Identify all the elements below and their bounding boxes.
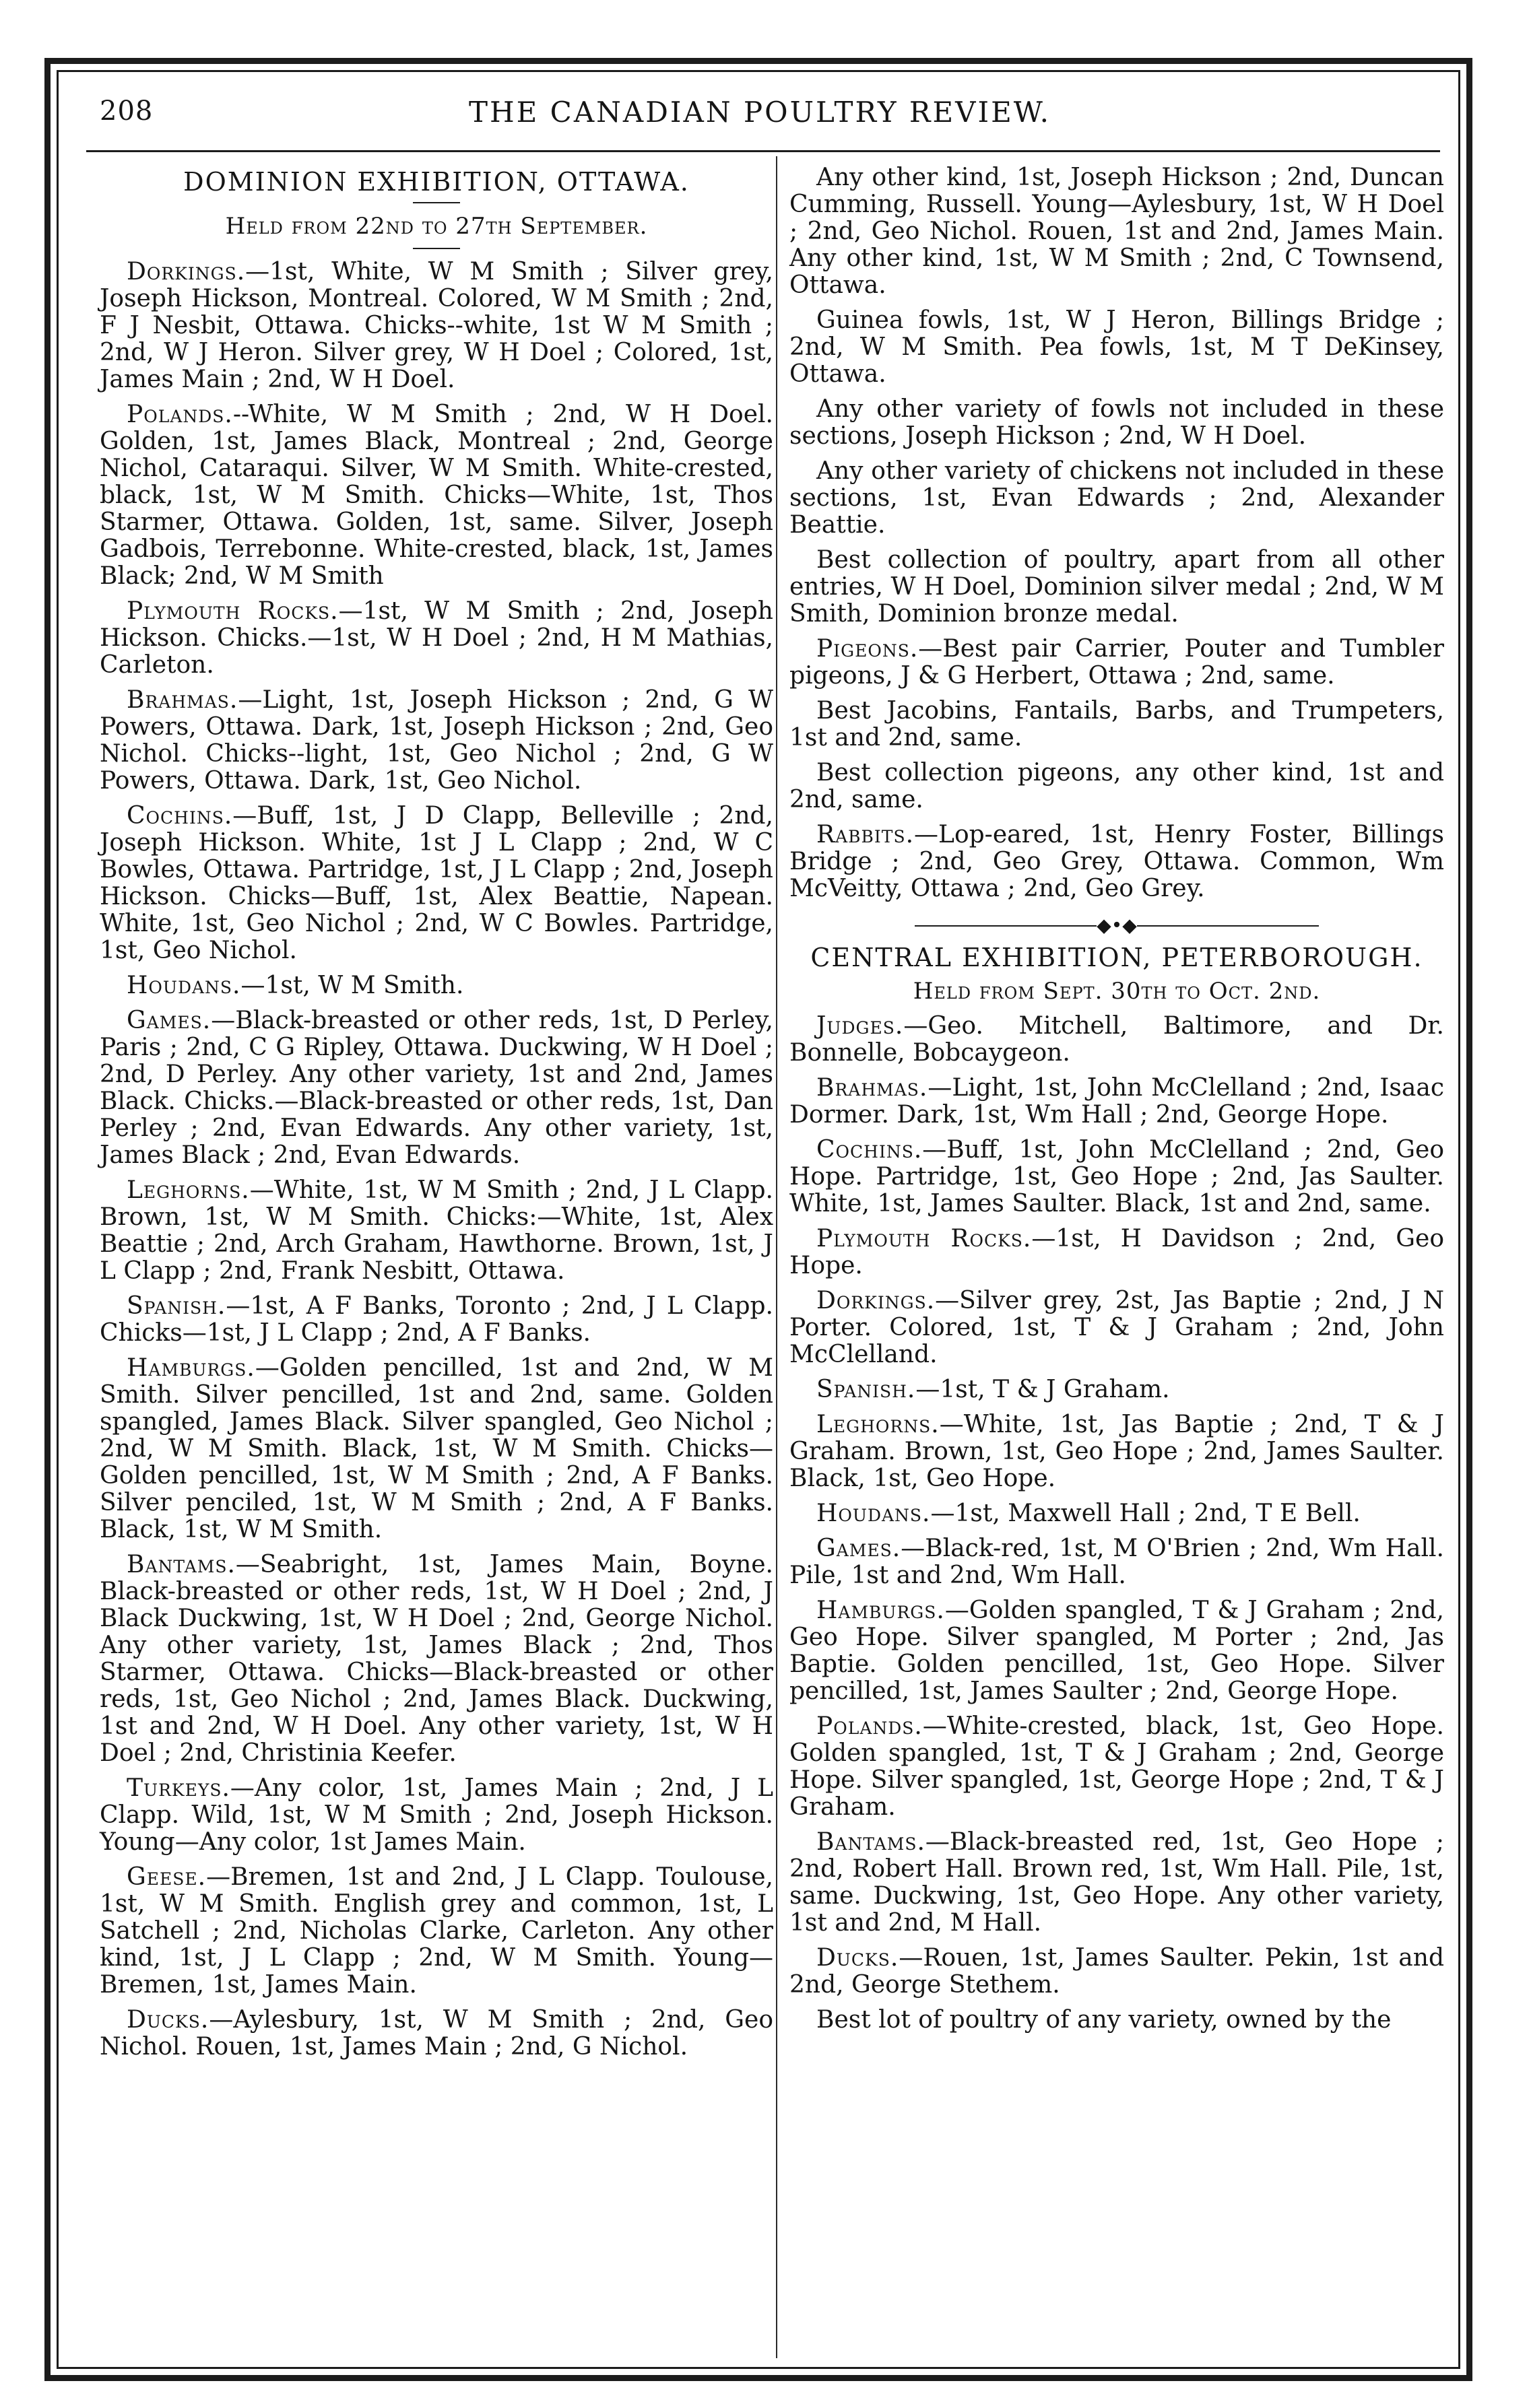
entry-text: —Best pair Carrier, Pouter and Tumbler pigeons, J & G Herbert, Ottawa ; 2nd, same.	[789, 635, 1444, 690]
section-heading-dominion: DOMINION EXHIBITION, OTTAWA.	[183, 167, 690, 197]
entry-paragraph	[789, 1597, 1444, 1705]
entry-text: --White, W M Smith ; 2nd, W H Doel. Golden, 1st, James Black, Montreal ; 2nd, George Nichol, Cataraqui. Silver, W M Smith. White-crested, black, 1st, W M Smith. Chicks—White, 1st, Thos Starmer, Ottawa. Golden, 1st, same. Silver, Joseph Gadbois, Terrebonne. White-crested, black, 1st, James Black; 2nd, W M Smith	[100, 401, 773, 590]
entry-text: —1st, H Davidson ; 2nd, Geo Hope.	[789, 1224, 1444, 1279]
entry-lead: Dorkings.	[127, 258, 246, 286]
entry-text: —1st, W M Smith ; 2nd, Joseph Hickson. Chicks.—1st, W H Doel ; 2nd, H M Mathias, Carleton.	[100, 597, 773, 679]
entry-paragraph	[789, 1075, 1444, 1129]
right-continuation-paragraphs	[789, 164, 1444, 902]
entry-paragraph	[789, 1535, 1444, 1589]
left-column	[100, 164, 773, 2069]
entry-lead: Pigeons.	[816, 635, 919, 663]
section-subheading-dominion: Held from 22nd to 27th September.	[225, 213, 648, 240]
entry-text: —Silver grey, 2st, Jas Baptie ; 2nd, J N Porter. Colored, 1st, T & J Graham ; 2nd, John McClelland.	[789, 1286, 1444, 1368]
entry-paragraph	[789, 547, 1444, 628]
left-paragraphs	[100, 259, 773, 2061]
entry-text: Best Jacobins, Fantails, Barbs, and Trumpeters, 1st and 2nd, same.	[789, 697, 1444, 751]
entry-paragraph	[100, 259, 773, 393]
entry-paragraph	[100, 1864, 773, 1999]
right-paragraphs	[789, 1013, 1444, 2034]
entry-text: —1st, A F Banks, Toronto ; 2nd, J L Clapp. Chicks—1st, J L Clapp ; 2nd, A F Banks.	[100, 1292, 773, 1347]
entry-paragraph	[789, 1500, 1444, 1527]
right-column	[789, 164, 1444, 2042]
running-title: THE CANADIAN POULTRY REVIEW.	[469, 96, 1051, 129]
entry-lead: Ducks.	[127, 2006, 209, 2034]
entry-paragraph	[100, 2007, 773, 2061]
entry-text: —White-crested, black, 1st, Geo Hope. Golden spangled, 1st, T & J Graham ; 2nd, George Hope. Silver spangled, 1st, George Hope ; 2nd, T & J Graham.	[789, 1712, 1444, 1821]
entry-lead: Cochins.	[127, 802, 233, 830]
entry-paragraph	[100, 1293, 773, 1347]
entry-lead: Dorkings.	[816, 1286, 936, 1314]
entry-text: —Aylesbury, 1st, W M Smith ; 2nd, Geo Nichol. Rouen, 1st, James Main ; 2nd, G Nichol.	[100, 2006, 773, 2061]
entry-lead: Ducks.	[816, 1943, 899, 1972]
entry-text: —Golden pencilled, 1st and 2nd, W M Smith. Silver pencilled, 1st and 2nd, same. Golden spangled, James Black. Silver spangled, Geo Nichol ; 2nd, W M Smith. Black, 1st, W M Smith. Chicks—Golden pencilled, 1st, W M Smith ; 2nd, A F Banks. Silver penciled, 1st, W M Smith ; 2nd, A F Banks. Black, 1st, W M Smith.	[100, 1354, 773, 1543]
entry-text: —Geo. Mitchell, Baltimore, and Dr. Bonnelle, Bobcaygeon.	[789, 1011, 1444, 1067]
entry-lead: Turkeys.	[127, 1774, 230, 1802]
entry-lead: Bantams.	[816, 1828, 925, 1856]
entry-text: —White, 1st, W M Smith ; 2nd, J L Clapp. Brown, 1st, W M Smith. Chicks:—White, 1st, Alex Beattie ; 2nd, Arch Graham, Hawthorne. Brown, 1st, J L Clapp ; 2nd, Frank Nesbitt, Ottawa.	[100, 1176, 773, 1285]
section-subheading-central: Held from Sept. 30th to Oct. 2nd.	[913, 977, 1321, 1005]
entry-text: —1st, T & J Graham.	[915, 1375, 1170, 1403]
entry-lead: Polands.	[127, 401, 233, 428]
entry-lead: Houdans.	[127, 972, 241, 999]
entry-lead: Leghorns.	[816, 1410, 940, 1438]
entry-text: Best lot of poultry of any variety, owned by the	[816, 2005, 1392, 2034]
entry-text: Best collection of poultry, apart from all other entries, W H Doel, Dominion silver medal ; 2nd, W M Smith, Dominion bronze medal.	[789, 546, 1444, 628]
entry-lead: Spanish.	[127, 1292, 226, 1320]
short-rule	[413, 248, 460, 249]
entry-text: Guinea fowls, 1st, W J Heron, Billings Bridge ; 2nd, W M Smith. Pea fowls, 1st, M T DeKinsey, Ottawa.	[789, 306, 1444, 388]
entry-paragraph	[100, 972, 773, 999]
section-heading-central: CENTRAL EXHIBITION, PETERBOROUGH.	[810, 942, 1423, 972]
entry-paragraph	[789, 1137, 1444, 1217]
entry-text: —Black-red, 1st, M O'Brien ; 2nd, Wm Hall. Pile, 1st and 2nd, Wm Hall.	[789, 1534, 1444, 1589]
entry-paragraph	[789, 1226, 1444, 1279]
entry-text: —Black-breasted or other reds, 1st, D Perley, Paris ; 2nd, C G Ripley, Ottawa. Duckwing, W H Doel ; 2nd, D Perley. Any other variety, 1st and 2nd, James Black. Chicks.—Black-breasted or other reds, 1st, Dan Perley ; 2nd, Evan Edwards. Any other variety, 1st, James Black ; 2nd, Evan Edwards.	[100, 1007, 773, 1169]
entry-lead: Brahmas.	[816, 1073, 928, 1102]
entry-paragraph	[789, 636, 1444, 690]
entry-text: —Buff, 1st, John McClelland ; 2nd, Geo Hope. Partridge, 1st, Geo Hope ; 2nd, Jas Saulter. White, 1st, James Saulter. Black, 1st and 2nd, same.	[789, 1135, 1444, 1217]
entry-lead: Games.	[816, 1534, 901, 1562]
entry-paragraph	[789, 1829, 1444, 1937]
entry-text: Best collection pigeons, any other kind, 1st and 2nd, same.	[789, 759, 1444, 813]
ornament-icon: ◆•◆	[1097, 914, 1137, 937]
entry-text: —Seabright, 1st, James Main, Boyne. Black-breasted or other reds, 1st, W H Doel ; 2nd, J Black Duckwing, 1st, W H Doel ; 2nd, George Nichol. Any other variety, 1st, James Black ; 2nd, Thos Starmer, Ottawa. Chicks—Black-breasted or other reds, 1st, Geo Nichol ; 2nd, James Black. Duckwing, 1st and 2nd, W H Doel. Any other variety, 1st, W H Doel ; 2nd, Christinia Keefer.	[100, 1551, 773, 1767]
entry-lead: Leghorns.	[127, 1176, 250, 1204]
entry-lead: Judges.	[816, 1011, 904, 1040]
entry-paragraph	[100, 401, 773, 590]
entry-lead: Games.	[127, 1007, 212, 1034]
entry-text: —Lop-eared, 1st, Henry Foster, Billings Bridge ; 2nd, Geo Grey, Ottawa. Common, Wm McVeitty, Ottawa ; 2nd, Geo Grey.	[789, 821, 1444, 902]
entry-lead: Plymouth Rocks.	[816, 1224, 1032, 1252]
page-header	[86, 96, 1433, 149]
short-rule	[413, 202, 460, 203]
entry-lead: Cochins.	[816, 1135, 923, 1164]
ornament-rule-right	[1137, 925, 1319, 927]
entry-paragraph	[789, 822, 1444, 902]
entry-paragraph	[100, 1007, 773, 1169]
entry-text: —White, 1st, Jas Baptie ; 2nd, T & J Graham. Brown, 1st, Geo Hope ; 2nd, James Saulter. Black, 1st, Geo Hope.	[789, 1410, 1444, 1492]
entry-lead: Bantams.	[127, 1551, 236, 1578]
entry-paragraph	[789, 164, 1444, 299]
entry-text: Any other variety of chickens not included in these sections, 1st, Evan Edwards ; 2nd, Alexander Beattie.	[789, 457, 1444, 539]
column-divider	[776, 156, 777, 2358]
entry-text: —1st, Maxwell Hall ; 2nd, T E Bell.	[930, 1499, 1361, 1527]
entry-paragraph	[789, 1287, 1444, 1368]
entry-paragraph	[100, 1355, 773, 1543]
entry-text: —Any color, 1st, James Main ; 2nd, J L Clapp. Wild, 1st, W M Smith ; 2nd, Joseph Hickson. Young—Any color, 1st James Main.	[100, 1774, 773, 1856]
entry-paragraph	[789, 396, 1444, 450]
entry-lead: Spanish.	[816, 1375, 916, 1403]
entry-paragraph	[789, 698, 1444, 751]
entry-lead: Rabbits.	[816, 821, 915, 848]
entry-text: Any other variety of fowls not included in these sections, Joseph Hickson ; 2nd, W H Doel.	[789, 395, 1444, 450]
entry-paragraph	[100, 803, 773, 964]
section-divider-ornament	[789, 914, 1444, 936]
entry-text: Any other kind, 1st, Joseph Hickson ; 2nd, Duncan Cumming, Russell. Young—Aylesbury, 1st, W H Doel ; 2nd, Geo Nichol. Rouen, 1st and 2nd, James Main. Any other kind, 1st, W M Smith ; 2nd, C Townsend, Ottawa.	[789, 164, 1444, 299]
entry-paragraph	[789, 1013, 1444, 1067]
entry-text: —Rouen, 1st, James Saulter. Pekin, 1st and 2nd, George Stethem.	[789, 1943, 1444, 1999]
entry-lead: Polands.	[816, 1712, 923, 1740]
entry-paragraph	[789, 2007, 1444, 2034]
ornament-rule-left	[915, 925, 1097, 927]
entry-paragraph	[789, 1713, 1444, 1821]
entry-lead: Houdans.	[816, 1499, 931, 1527]
page-number: 208	[100, 96, 154, 127]
entry-paragraph	[100, 1775, 773, 1856]
entry-text: —Buff, 1st, J D Clapp, Belleville ; 2nd, Joseph Hickson. White, 1st J L Clapp ; 2nd, W C Bowles, Ottawa. Partridge, 1st, J L Clapp ; 2nd, Joseph Hickson. Chicks—Buff, 1st, Alex Beattie, Napean. White, 1st, Geo Nichol ; 2nd, W C Bowles. Partridge, 1st, Geo Nichol.	[100, 802, 773, 964]
entry-paragraph	[100, 1177, 773, 1285]
entry-paragraph	[789, 307, 1444, 388]
entry-paragraph	[100, 687, 773, 795]
entry-text: —Golden spangled, T & J Graham ; 2nd, Geo Hope. Silver spangled, M Porter ; 2nd, Jas Baptie. Golden pencilled, 1st, Geo Hope. Silver pencilled, 1st, James Saulter ; 2nd, George Hope.	[789, 1596, 1444, 1705]
entry-paragraph	[100, 598, 773, 679]
entry-text: —1st, W M Smith.	[240, 972, 464, 999]
entry-lead: Plymouth Rocks.	[127, 597, 339, 625]
entry-lead: Hamburgs.	[127, 1354, 255, 1382]
entry-lead: Hamburgs.	[816, 1596, 945, 1624]
entry-text: —Light, 1st, Joseph Hickson ; 2nd, G W Powers, Ottawa. Dark, 1st, Joseph Hickson ; 2nd, Geo Nichol. Chicks--light, 1st, Geo Nichol ; 2nd, G W Powers, Ottawa. Dark, 1st, Geo Nichol.	[100, 686, 773, 795]
entry-paragraph	[789, 458, 1444, 539]
entry-paragraph	[100, 1551, 773, 1767]
entry-text: —Light, 1st, John McClelland ; 2nd, Isaac Dormer. Dark, 1st, Wm Hall ; 2nd, George Hope.	[789, 1073, 1444, 1129]
entry-text: —Bremen, 1st and 2nd, J L Clapp. Toulouse, 1st, W M Smith. English grey and common, 1st, L Satchell ; 2nd, Nicholas Clarke, Carleton. Any other kind, 1st, J L Clapp ; 2nd, W M Smith. Young—Bremen, 1st, James Main.	[100, 1863, 773, 1999]
entry-paragraph	[789, 1411, 1444, 1492]
entry-paragraph	[789, 1376, 1444, 1403]
entry-paragraph	[789, 1945, 1444, 1999]
entry-paragraph	[789, 760, 1444, 813]
entry-lead: Brahmas.	[127, 686, 238, 714]
entry-lead: Geese.	[127, 1863, 207, 1891]
header-rule	[86, 150, 1440, 152]
entry-text: —Black-breasted red, 1st, Geo Hope ; 2nd, Robert Hall. Brown red, 1st, Wm Hall. Pile, 1st, same. Duckwing, 1st, Geo Hope. Any other variety, 1st and 2nd, M Hall.	[789, 1828, 1444, 1937]
entry-text: —1st, White, W M Smith ; Silver grey, Joseph Hickson, Montreal. Colored, W M Smith ; 2nd, F J Nesbit, Ottawa. Chicks--white, 1st W M Smith ; 2nd, W J Heron. Silver grey, W H Doel ; Colored, 1st, James Main ; 2nd, W H Doel.	[100, 258, 773, 393]
